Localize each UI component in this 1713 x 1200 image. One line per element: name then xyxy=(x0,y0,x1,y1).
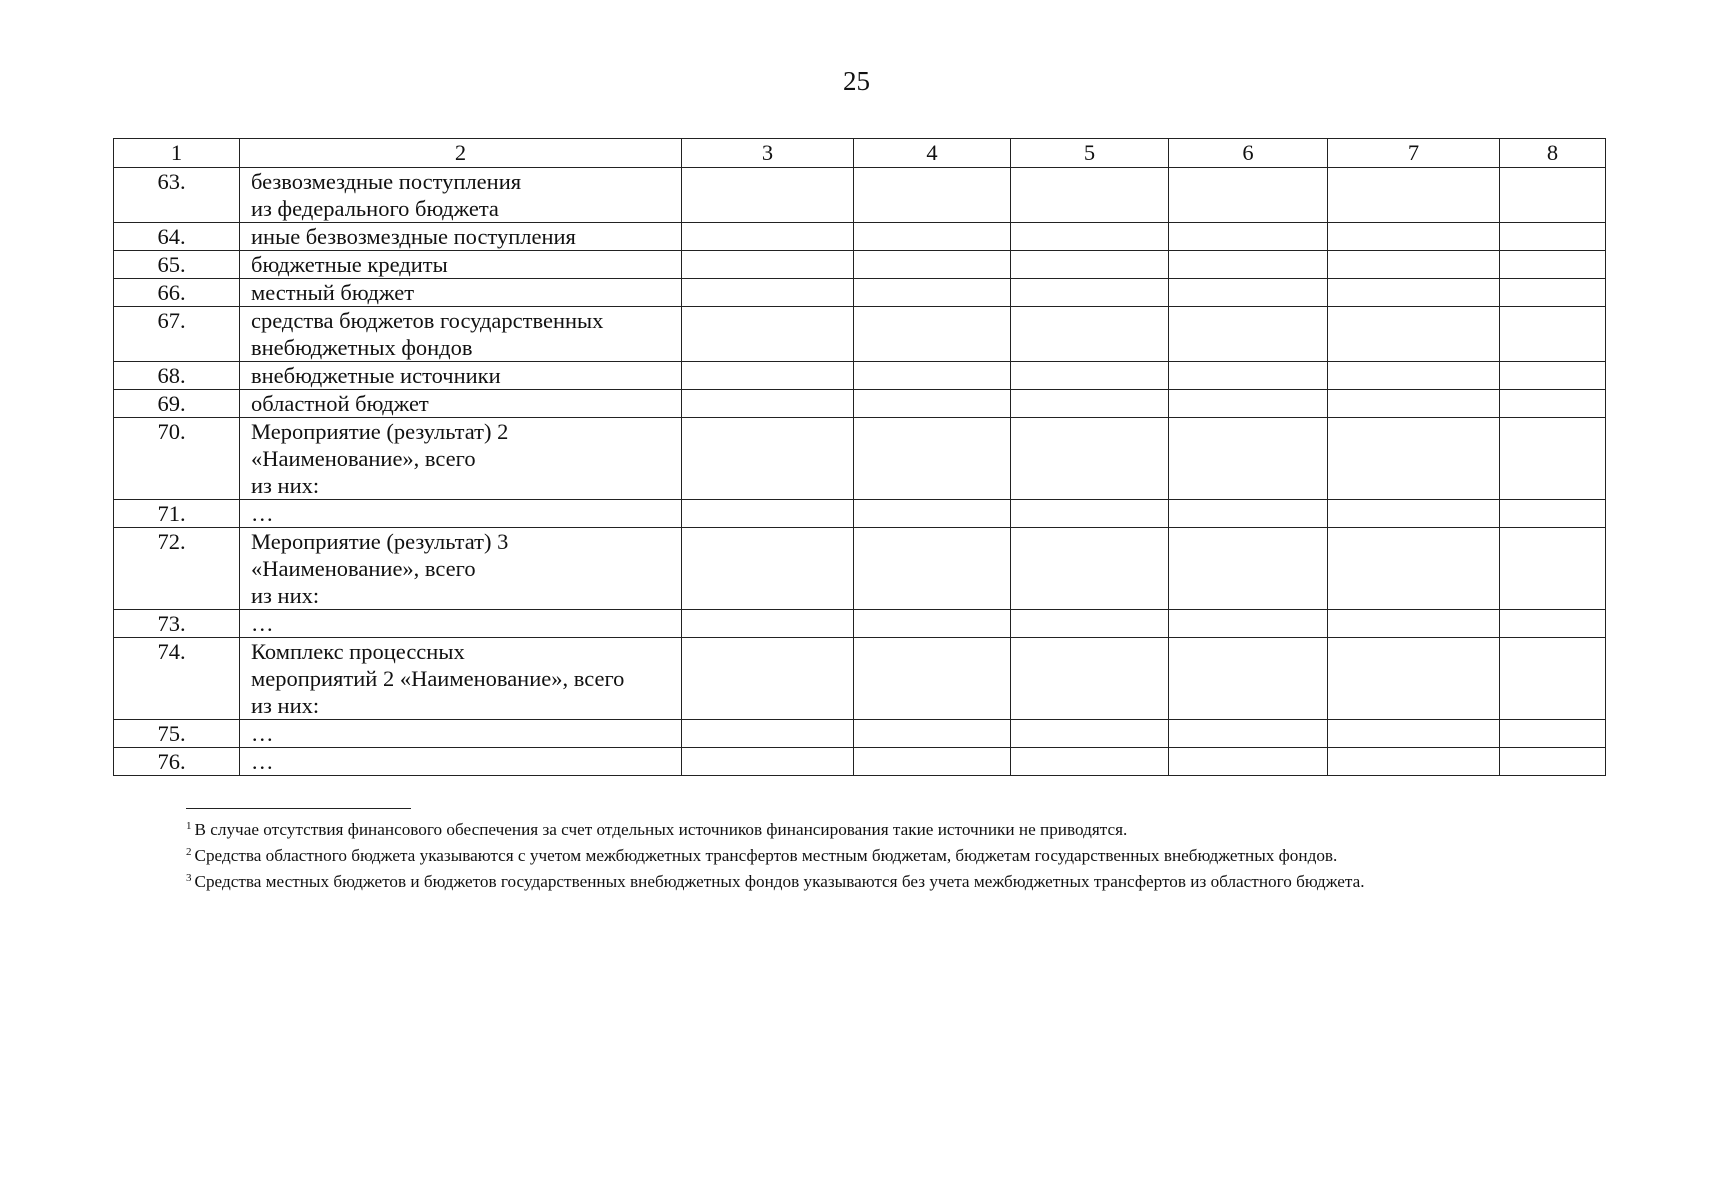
row-name: средства бюджетов государственных внебюджетных фондов xyxy=(240,307,682,362)
empty-cell-col-7 xyxy=(1328,168,1500,223)
empty-cell-col-6 xyxy=(1169,610,1328,638)
empty-cell-col-4 xyxy=(854,168,1011,223)
column-header-7: 7 xyxy=(1328,139,1500,168)
empty-cell-col-8 xyxy=(1500,500,1606,528)
column-header-3: 3 xyxy=(682,139,854,168)
empty-cell-col-5 xyxy=(1011,720,1169,748)
empty-cell-col-6 xyxy=(1169,748,1328,776)
empty-cell-col-3 xyxy=(682,418,854,500)
empty-cell-col-6 xyxy=(1169,362,1328,390)
empty-cell-col-8 xyxy=(1500,390,1606,418)
empty-cell-col-5 xyxy=(1011,223,1169,251)
empty-cell-col-6 xyxy=(1169,390,1328,418)
empty-cell-col-8 xyxy=(1500,610,1606,638)
table-row xyxy=(114,748,1606,776)
row-number: 64. xyxy=(114,223,240,251)
empty-cell-col-3 xyxy=(682,610,854,638)
empty-cell-col-4 xyxy=(854,307,1011,362)
table-row xyxy=(114,307,1606,362)
empty-cell-col-5 xyxy=(1011,362,1169,390)
empty-cell-col-5 xyxy=(1011,251,1169,279)
row-number: 72. xyxy=(114,528,240,610)
footnote-list xyxy=(186,815,1626,893)
row-name: … xyxy=(240,748,682,776)
empty-cell-col-5 xyxy=(1011,610,1169,638)
footnote-mark: 2 xyxy=(186,846,192,858)
row-name: … xyxy=(240,500,682,528)
footnote-mark: 3 xyxy=(186,872,192,884)
empty-cell-col-7 xyxy=(1328,362,1500,390)
empty-cell-col-3 xyxy=(682,168,854,223)
empty-cell-col-7 xyxy=(1328,251,1500,279)
footnote-text: Средства областного бюджета указываются с учетом межбюджетных трансфертов местным бюджетам, бюджетам государственных внебюджетных фондов. xyxy=(194,846,1338,865)
table-header-row xyxy=(114,139,1606,168)
empty-cell-col-4 xyxy=(854,610,1011,638)
footnotes xyxy=(186,808,1626,893)
empty-cell-col-7 xyxy=(1328,500,1500,528)
table-row xyxy=(114,362,1606,390)
empty-cell-col-4 xyxy=(854,720,1011,748)
empty-cell-col-5 xyxy=(1011,279,1169,307)
empty-cell-col-8 xyxy=(1500,638,1606,720)
empty-cell-col-6 xyxy=(1169,279,1328,307)
empty-cell-col-7 xyxy=(1328,223,1500,251)
table-row xyxy=(114,390,1606,418)
empty-cell-col-7 xyxy=(1328,720,1500,748)
table-row xyxy=(114,168,1606,223)
table-body xyxy=(114,168,1606,776)
empty-cell-col-7 xyxy=(1328,638,1500,720)
column-header-1: 1 xyxy=(114,139,240,168)
row-name: Мероприятие (результат) 2 «Наименование», всего из них: xyxy=(240,418,682,500)
empty-cell-col-4 xyxy=(854,279,1011,307)
empty-cell-col-6 xyxy=(1169,223,1328,251)
empty-cell-col-7 xyxy=(1328,610,1500,638)
empty-cell-col-8 xyxy=(1500,528,1606,610)
row-number: 68. xyxy=(114,362,240,390)
empty-cell-col-4 xyxy=(854,748,1011,776)
empty-cell-col-8 xyxy=(1500,223,1606,251)
footnote-mark: 1 xyxy=(186,820,192,832)
table-row xyxy=(114,418,1606,500)
empty-cell-col-6 xyxy=(1169,307,1328,362)
empty-cell-col-7 xyxy=(1328,390,1500,418)
empty-cell-col-6 xyxy=(1169,638,1328,720)
row-number: 65. xyxy=(114,251,240,279)
table-row xyxy=(114,528,1606,610)
column-header-6: 6 xyxy=(1169,139,1328,168)
empty-cell-col-8 xyxy=(1500,748,1606,776)
table-row xyxy=(114,279,1606,307)
empty-cell-col-5 xyxy=(1011,307,1169,362)
empty-cell-col-3 xyxy=(682,390,854,418)
row-name: внебюджетные источники xyxy=(240,362,682,390)
empty-cell-col-4 xyxy=(854,251,1011,279)
footnote-3 xyxy=(186,867,1626,893)
table-row xyxy=(114,223,1606,251)
empty-cell-col-8 xyxy=(1500,720,1606,748)
empty-cell-col-6 xyxy=(1169,720,1328,748)
footnote-text: В случае отсутствия финансового обеспечения за счет отдельных источников финансирования такие источники не приводятся. xyxy=(194,820,1128,839)
row-name: безвозмездные поступления из федерального бюджета xyxy=(240,168,682,223)
empty-cell-col-8 xyxy=(1500,279,1606,307)
row-name: областной бюджет xyxy=(240,390,682,418)
financing-table xyxy=(113,138,1606,776)
empty-cell-col-3 xyxy=(682,223,854,251)
row-number: 76. xyxy=(114,748,240,776)
empty-cell-col-7 xyxy=(1328,279,1500,307)
empty-cell-col-4 xyxy=(854,223,1011,251)
empty-cell-col-5 xyxy=(1011,418,1169,500)
empty-cell-col-3 xyxy=(682,528,854,610)
empty-cell-col-4 xyxy=(854,362,1011,390)
empty-cell-col-7 xyxy=(1328,748,1500,776)
column-header-8: 8 xyxy=(1500,139,1606,168)
footnote-separator xyxy=(186,808,411,809)
row-name: Мероприятие (результат) 3 «Наименование», всего из них: xyxy=(240,528,682,610)
empty-cell-col-7 xyxy=(1328,418,1500,500)
table-row xyxy=(114,720,1606,748)
empty-cell-col-8 xyxy=(1500,418,1606,500)
empty-cell-col-4 xyxy=(854,500,1011,528)
table-row xyxy=(114,500,1606,528)
empty-cell-col-6 xyxy=(1169,251,1328,279)
row-name: … xyxy=(240,610,682,638)
empty-cell-col-3 xyxy=(682,307,854,362)
footnote-1 xyxy=(186,815,1626,841)
empty-cell-col-8 xyxy=(1500,362,1606,390)
row-name: местный бюджет xyxy=(240,279,682,307)
empty-cell-col-6 xyxy=(1169,418,1328,500)
table-row xyxy=(114,610,1606,638)
page-number: 25 xyxy=(843,66,870,96)
row-number: 71. xyxy=(114,500,240,528)
empty-cell-col-6 xyxy=(1169,528,1328,610)
empty-cell-col-5 xyxy=(1011,748,1169,776)
empty-cell-col-3 xyxy=(682,638,854,720)
empty-cell-col-5 xyxy=(1011,500,1169,528)
empty-cell-col-6 xyxy=(1169,168,1328,223)
table-row xyxy=(114,638,1606,720)
row-number: 66. xyxy=(114,279,240,307)
row-name: … xyxy=(240,720,682,748)
row-number: 67. xyxy=(114,307,240,362)
empty-cell-col-4 xyxy=(854,638,1011,720)
footnote-text: Средства местных бюджетов и бюджетов государственных внебюджетных фондов указываются без учета межбюджетных трансфертов из областного бюджета. xyxy=(194,872,1365,891)
empty-cell-col-3 xyxy=(682,279,854,307)
row-number: 73. xyxy=(114,610,240,638)
empty-cell-col-3 xyxy=(682,362,854,390)
empty-cell-col-3 xyxy=(682,500,854,528)
row-number: 75. xyxy=(114,720,240,748)
empty-cell-col-7 xyxy=(1328,528,1500,610)
row-name: бюджетные кредиты xyxy=(240,251,682,279)
column-header-5: 5 xyxy=(1011,139,1169,168)
column-header-4: 4 xyxy=(854,139,1011,168)
footnote-2 xyxy=(186,841,1626,867)
empty-cell-col-5 xyxy=(1011,528,1169,610)
table-row xyxy=(114,251,1606,279)
row-number: 69. xyxy=(114,390,240,418)
empty-cell-col-6 xyxy=(1169,500,1328,528)
empty-cell-col-3 xyxy=(682,720,854,748)
empty-cell-col-3 xyxy=(682,251,854,279)
empty-cell-col-8 xyxy=(1500,251,1606,279)
empty-cell-col-3 xyxy=(682,748,854,776)
empty-cell-col-8 xyxy=(1500,307,1606,362)
empty-cell-col-4 xyxy=(854,418,1011,500)
row-name: иные безвозмездные поступления xyxy=(240,223,682,251)
empty-cell-col-4 xyxy=(854,390,1011,418)
column-header-2: 2 xyxy=(240,139,682,168)
empty-cell-col-5 xyxy=(1011,390,1169,418)
row-number: 74. xyxy=(114,638,240,720)
empty-cell-col-4 xyxy=(854,528,1011,610)
row-name: Комплекс процессных мероприятий 2 «Наименование», всего из них: xyxy=(240,638,682,720)
empty-cell-col-7 xyxy=(1328,307,1500,362)
empty-cell-col-5 xyxy=(1011,638,1169,720)
row-number: 63. xyxy=(114,168,240,223)
empty-cell-col-5 xyxy=(1011,168,1169,223)
row-number: 70. xyxy=(114,418,240,500)
empty-cell-col-8 xyxy=(1500,168,1606,223)
